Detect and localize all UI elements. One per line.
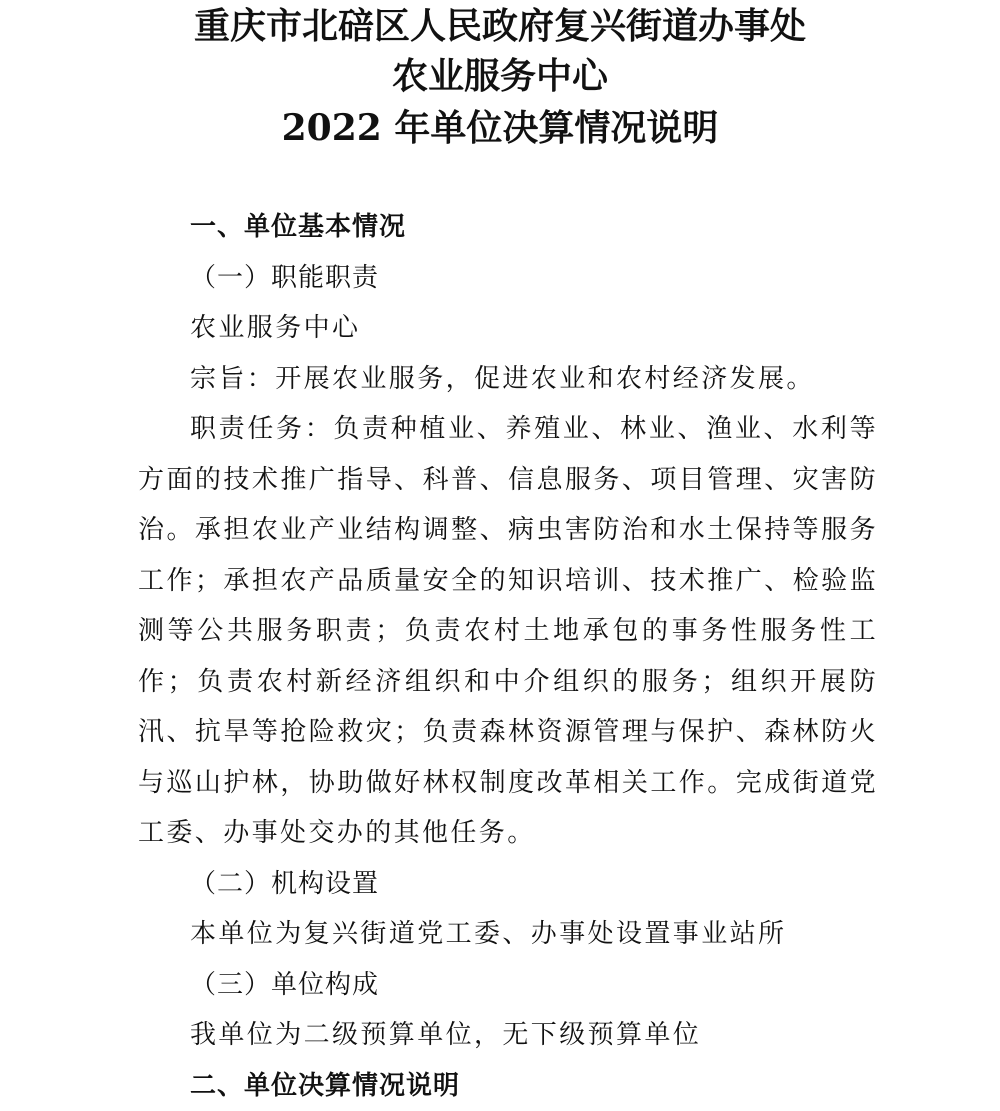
purpose-paragraph: 宗旨：开展农业服务，促进农业和农村经济发展。 <box>138 354 878 405</box>
unit-name-paragraph: 农业服务中心 <box>138 303 878 354</box>
title-line-2: 农业服务中心 <box>0 50 1000 102</box>
composition-paragraph: 我单位为二级预算单位，无下级预算单位 <box>138 1010 878 1061</box>
subsection-heading-functions: （一）职能职责 <box>138 253 878 304</box>
title-line-3: 2022 年单位决算情况说明 <box>0 102 1000 154</box>
subsection-heading-organization: （二）机构设置 <box>138 859 878 910</box>
section-heading-basic-info: 一、单位基本情况 <box>138 202 878 253</box>
organization-paragraph: 本单位为复兴街道党工委、办事处设置事业站所 <box>138 909 878 960</box>
subsection-heading-composition: （三）单位构成 <box>138 960 878 1011</box>
document-body <box>138 202 878 1111</box>
title-line-1: 重庆市北碚区人民政府复兴街道办事处 <box>0 0 1000 52</box>
section-heading-final-accounts: 二、单位决算情况说明 <box>138 1061 878 1111</box>
duties-paragraph: 职责任务：负责种植业、养殖业、林业、渔业、水利等方面的技术推广指导、科普、信息服务、项目管理、灾害防治。承担农业产业结构调整、病虫害防治和水土保持等服务工作；承担农产品质量安全的知识培训、技术推广、检验监测等公共服务职责；负责农村土地承包的事务性服务性工作；负责农村新经济组织和中介组织的服务；组织开展防汛、抗旱等抢险救灾；负责森林资源管理与保护、森林防火与巡山护林，协助做好林权制度改革相关工作。完成街道党工委、办事处交办的其他任务。 <box>138 404 878 859</box>
